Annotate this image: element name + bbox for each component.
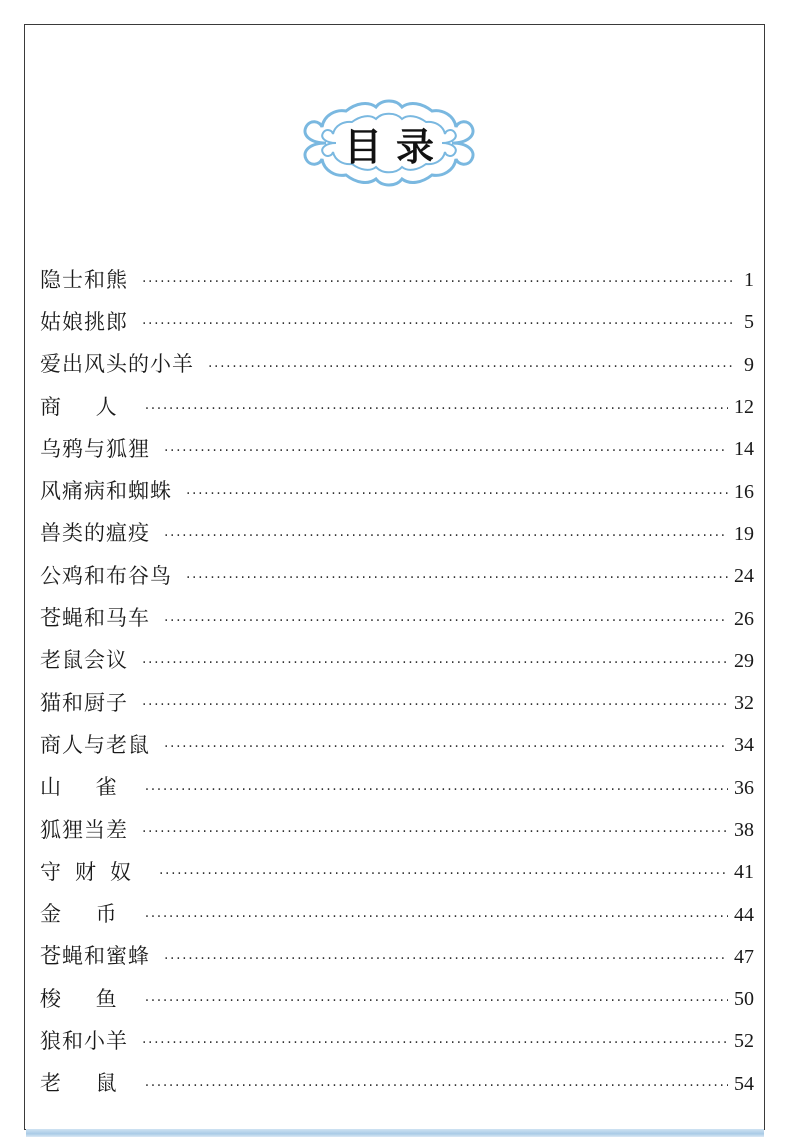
toc-entry-page-number: 9 — [744, 353, 754, 376]
table-of-contents — [40, 259, 754, 1105]
toc-entry-page-number: 26 — [734, 607, 754, 630]
toc-entry-title: 隐士和熊 — [40, 267, 128, 292]
toc-entry-page-number: 12 — [734, 396, 754, 419]
dot-leader — [164, 740, 728, 754]
toc-entry-page-number: 1 — [744, 269, 754, 292]
dot-leader — [159, 867, 728, 881]
toc-entry[interactable] — [40, 978, 754, 1020]
toc-entry[interactable] — [40, 809, 754, 851]
dot-leader — [142, 656, 728, 670]
toc-entry-page-number: 36 — [734, 776, 754, 799]
toc-entry[interactable] — [40, 1020, 754, 1062]
toc-entry[interactable] — [40, 470, 754, 512]
toc-entry[interactable] — [40, 640, 754, 682]
toc-entry-page-number: 47 — [734, 945, 754, 968]
dot-leader — [145, 1079, 728, 1093]
toc-entry-page-number: 54 — [734, 1072, 754, 1095]
toc-entry[interactable] — [40, 428, 754, 470]
toc-entry-page-number: 38 — [734, 819, 754, 841]
toc-entry-page-number: 29 — [734, 649, 754, 672]
toc-entry-title: 苍蝇和蜜蜂 — [40, 944, 150, 969]
toc-entry[interactable] — [40, 1063, 754, 1105]
bottom-decorative-band — [26, 1129, 764, 1137]
toc-entry[interactable] — [40, 301, 754, 343]
toc-entry[interactable] — [40, 597, 754, 639]
toc-entry[interactable] — [40, 851, 754, 893]
toc-entry-title: 狐狸当差 — [40, 817, 128, 842]
dot-leader — [164, 614, 728, 628]
toc-entry[interactable] — [40, 893, 754, 935]
dot-leader — [186, 571, 728, 585]
dot-leader — [142, 698, 728, 712]
toc-entry-page-number: 16 — [734, 480, 754, 503]
toc-entry-page-number: 41 — [734, 861, 754, 884]
page-title: 目录 — [343, 124, 448, 169]
toc-entry-page-number: 34 — [734, 734, 754, 757]
toc-entry-title: 守财奴 — [40, 859, 145, 884]
dot-leader — [186, 487, 728, 501]
toc-entry[interactable] — [40, 724, 754, 766]
dot-leader — [142, 317, 734, 331]
dot-leader — [164, 444, 728, 458]
dot-leader — [142, 825, 728, 839]
toc-entry-title: 商 人 — [40, 394, 131, 419]
toc-entry[interactable] — [40, 386, 754, 428]
toc-entry-title: 公鸡和布谷鸟 — [40, 563, 172, 588]
toc-entry-page-number: 44 — [734, 903, 754, 926]
toc-entry[interactable] — [40, 344, 754, 386]
dot-leader — [145, 783, 728, 797]
dot-leader — [145, 910, 728, 924]
toc-entry-title: 爱出风头的小羊 — [40, 352, 194, 377]
toc-entry-title: 风痛病和蜘蛛 — [40, 479, 172, 504]
toc-entry-title: 姑娘挑郎 — [40, 309, 128, 334]
toc-entry-title: 狼和小羊 — [40, 1028, 128, 1053]
toc-entry-title: 兽类的瘟疫 — [40, 521, 150, 546]
toc-entry[interactable] — [40, 259, 754, 301]
toc-entry[interactable] — [40, 936, 754, 978]
toc-entry[interactable] — [40, 682, 754, 724]
dot-leader — [142, 275, 734, 289]
toc-entry-page-number: 5 — [744, 311, 754, 334]
toc-entry-title: 山 雀 — [40, 775, 131, 800]
toc-entry-page-number: 32 — [734, 692, 754, 715]
toc-entry-page-number: 14 — [734, 438, 754, 461]
dot-leader — [164, 529, 728, 543]
toc-entry-title: 乌鸦与狐狸 — [40, 436, 150, 461]
dot-leader — [145, 402, 728, 416]
dot-leader — [145, 994, 728, 1008]
toc-entry-title: 苍蝇和马车 — [40, 606, 150, 631]
toc-entry[interactable] — [40, 513, 754, 555]
toc-entry-title: 猫和厨子 — [40, 690, 128, 715]
toc-entry-page-number: 19 — [734, 522, 754, 545]
toc-entry-page-number: 50 — [734, 988, 754, 1011]
toc-entry[interactable] — [40, 767, 754, 809]
toc-entry-title: 梭 鱼 — [40, 986, 131, 1011]
toc-entry-page-number: 52 — [734, 1030, 754, 1053]
dot-leader — [164, 952, 728, 966]
toc-entry-title: 老 鼠 — [40, 1071, 131, 1096]
toc-entry-title: 金 币 — [40, 902, 131, 927]
dot-leader — [142, 1036, 728, 1050]
toc-entry-title: 商人与老鼠 — [40, 732, 150, 757]
toc-entry-page-number: 24 — [734, 565, 754, 588]
title-badge — [296, 95, 482, 191]
toc-entry[interactable] — [40, 555, 754, 597]
dot-leader — [208, 360, 734, 374]
toc-entry-title: 老鼠会议 — [40, 648, 128, 673]
